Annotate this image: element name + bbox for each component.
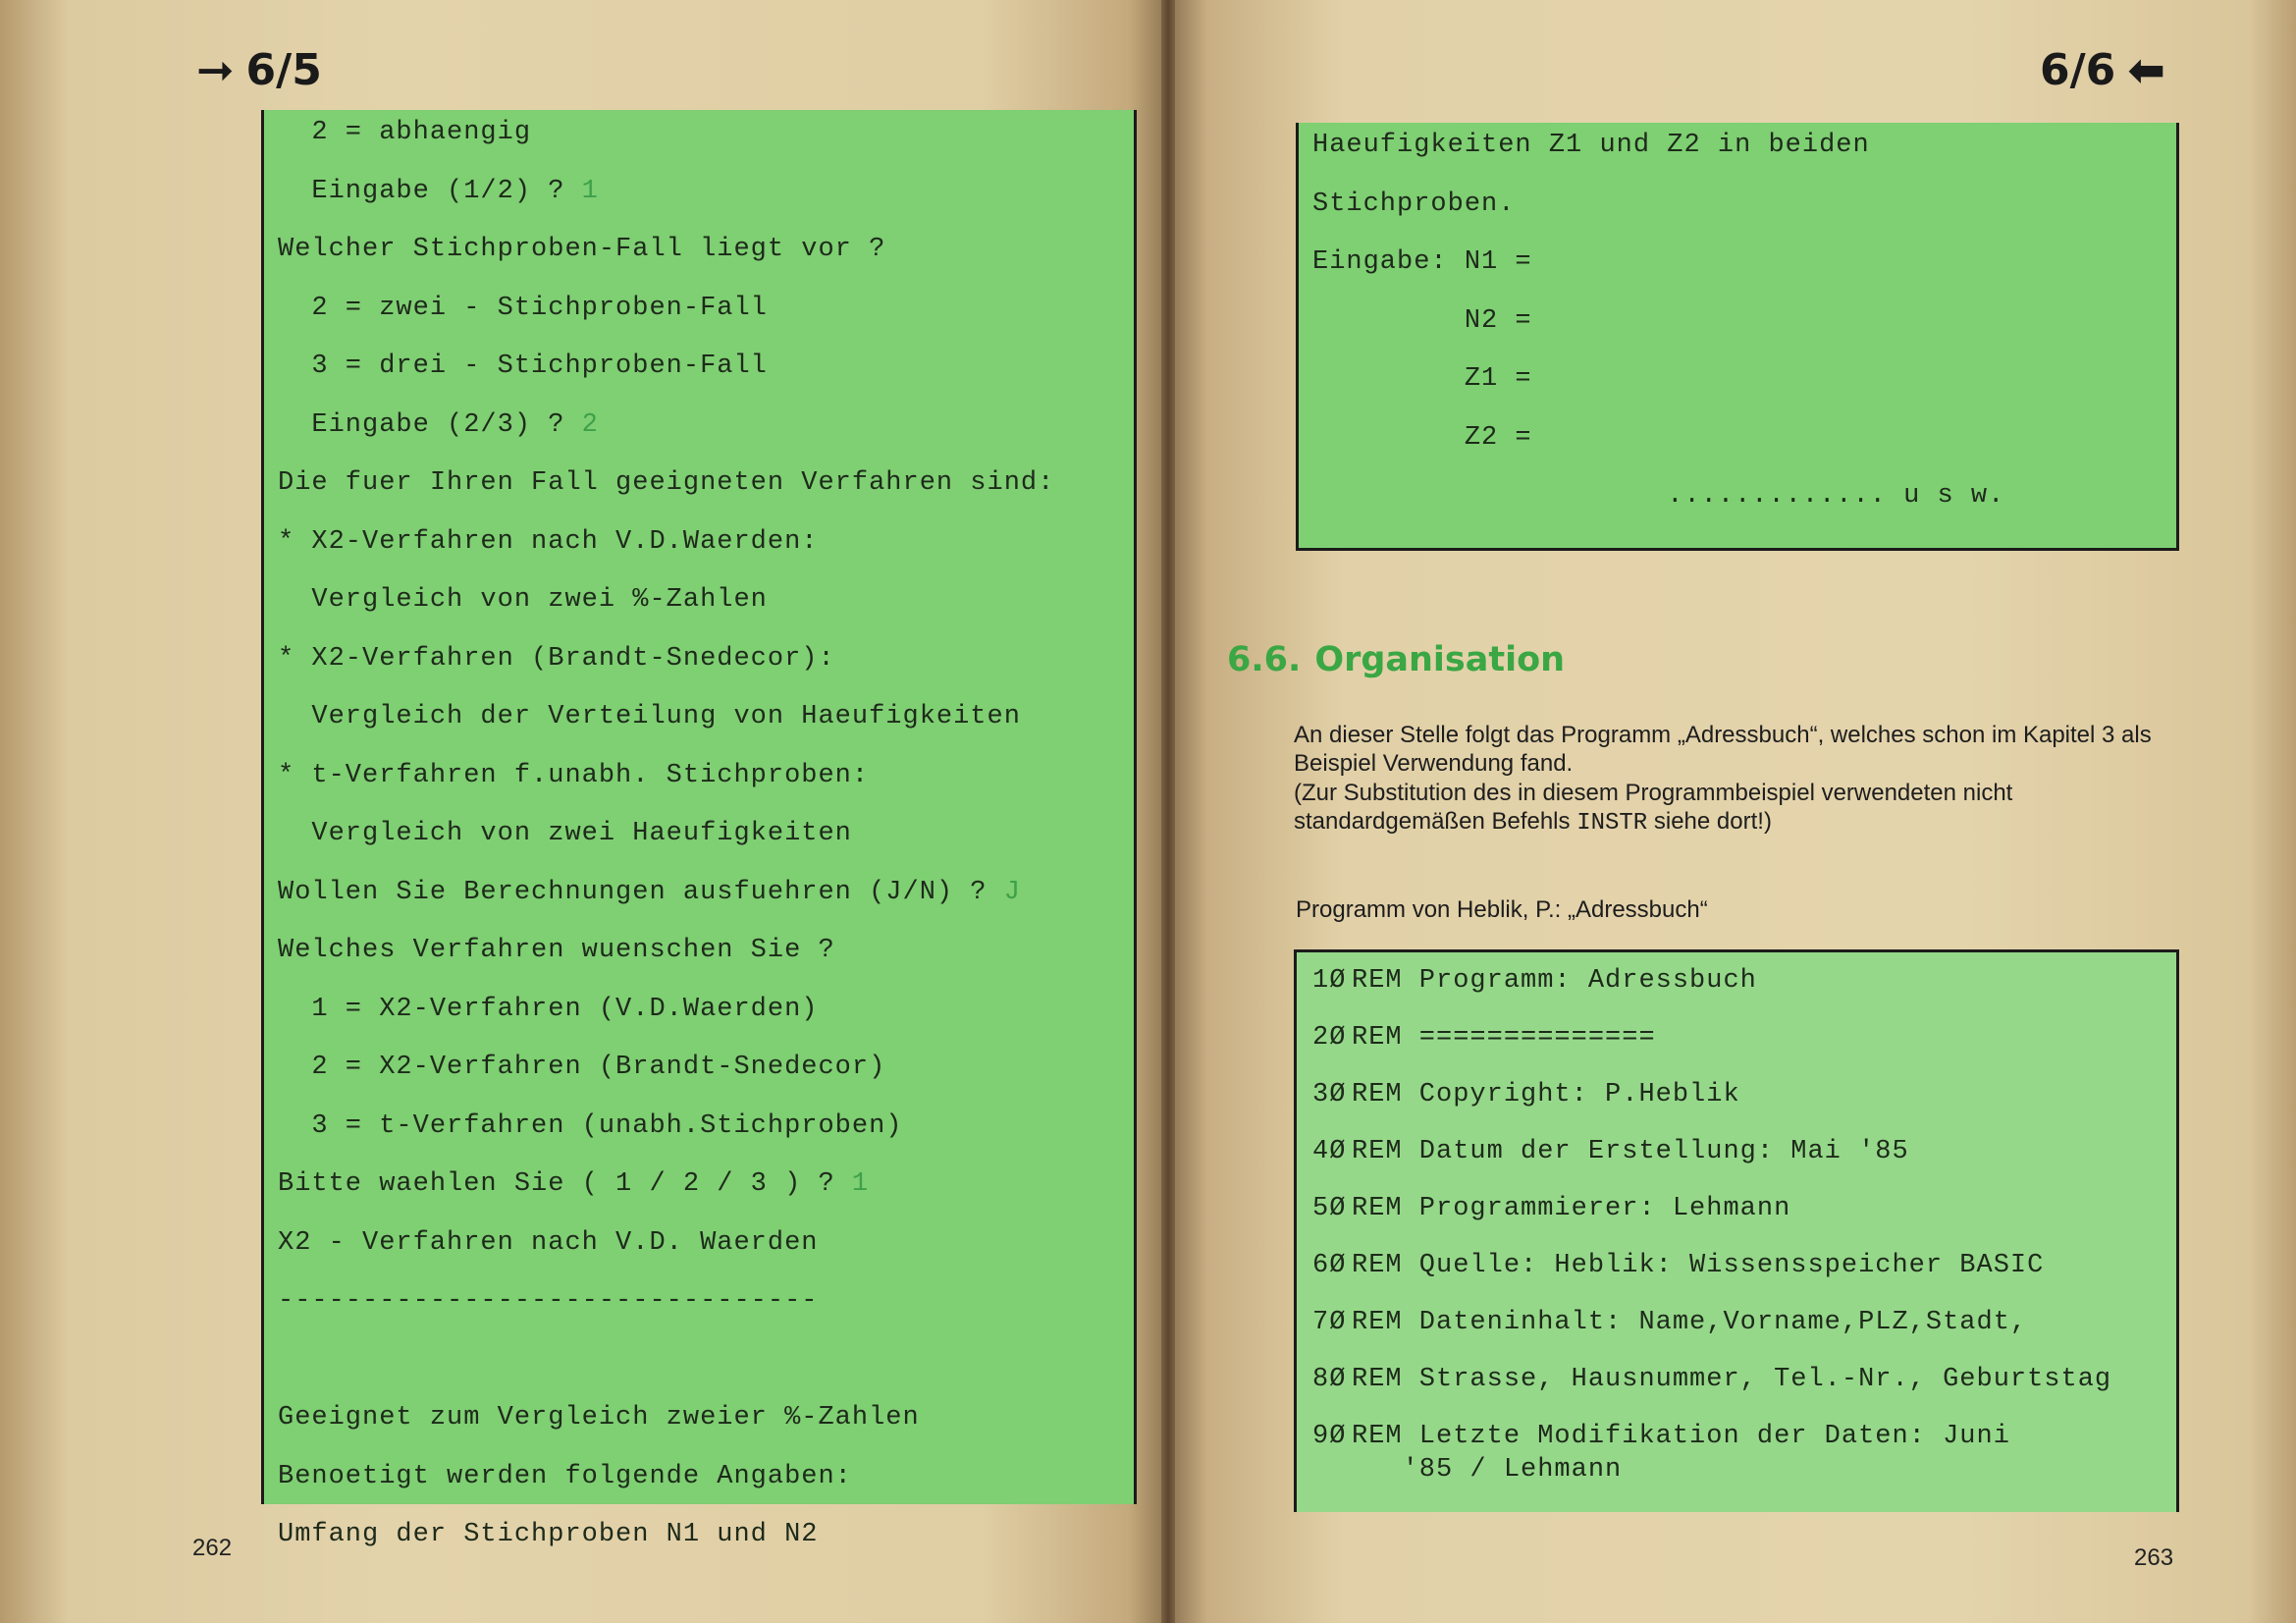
- dialog-line: [1312, 481, 2004, 511]
- program-line: [1312, 1422, 2010, 1451]
- dialog-line: [1312, 189, 1515, 219]
- section-title: Organisation: [1314, 640, 1566, 679]
- dialog-line-text: Eingabe (1/2) ?: [278, 176, 582, 206]
- dialog-line: [278, 1403, 920, 1433]
- instr-keyword: INSTR: [1576, 810, 1648, 837]
- program-line-number: 3Ø: [1312, 1080, 1347, 1109]
- dialog-line-text: * X2-Verfahren nach V.D.Waerden:: [278, 526, 819, 557]
- program-line-number: 9Ø: [1312, 1422, 1347, 1451]
- dialog-line-text: 3 = drei - Stichproben-Fall: [278, 352, 768, 381]
- program-line-number: 6Ø: [1312, 1251, 1347, 1280]
- dialog-line: [278, 294, 768, 323]
- program-line-number: 8Ø: [1312, 1365, 1347, 1394]
- dialog-line-text: Vergleich der Verteilung von Haeufigkeiten: [278, 702, 1021, 731]
- program-line: [1312, 966, 1757, 996]
- dialog-line: [1312, 423, 1532, 453]
- dialog-line-text: Benoetigt werden folgende Angaben:: [278, 1461, 852, 1491]
- intro-paragraph: An dieser Stelle folgt das Programm „Adressbuch“, welches schon im Kapitel 3 als Beispiel Verwendung fand.: [1294, 722, 2152, 777]
- left-page-marker: [196, 43, 322, 96]
- program-line-number: 7Ø: [1312, 1308, 1347, 1337]
- program-line: [1312, 1080, 1740, 1109]
- left-page-number: 262: [192, 1535, 233, 1561]
- dialog-line-text: Welcher Stichproben-Fall liegt vor ?: [278, 235, 886, 264]
- dialog-line-text: Die fuer Ihren Fall geeigneten Verfahren sind:: [278, 468, 1055, 498]
- dialog-line: [278, 1228, 818, 1258]
- program-line-number: 1Ø: [1312, 966, 1347, 996]
- dialog-line-text: ............. u s w.: [1312, 481, 2005, 511]
- dialog-line: [278, 118, 531, 147]
- right-page-marker: [2040, 43, 2165, 96]
- dialog-line: [278, 819, 852, 848]
- dialog-line-text: 2 = abhaengig: [278, 118, 532, 147]
- left-arrow-icon: ⬅: [2127, 43, 2165, 96]
- dialog-line-text: Z1 =: [1312, 364, 1532, 394]
- dialog-line-text: Welches Verfahren wuenschen Sie ?: [278, 936, 835, 965]
- dialog-line-text: Wollen Sie Berechnungen ausfuehren (J/N) ?: [278, 877, 1004, 907]
- program-caption: Programm von Heblik, P.: „Adressbuch“: [1296, 896, 1708, 923]
- right-dialog-box: [1296, 123, 2179, 551]
- dialog-line-text: 1 = X2-Verfahren (V.D.Waerden): [278, 994, 819, 1024]
- program-line-number: 5Ø: [1312, 1194, 1347, 1223]
- dialog-answer: 1: [581, 176, 599, 206]
- dialog-line-text: 2 = zwei - Stichproben-Fall: [278, 293, 768, 323]
- dialog-line: [278, 352, 768, 381]
- substitution-note: [1294, 779, 2177, 838]
- dialog-line: [1312, 131, 1870, 160]
- dialog-line-text: Bitte waehlen Sie ( 1 / 2 / 3 ) ?: [278, 1169, 852, 1199]
- dialog-line-text: Vergleich von zwei Haeufigkeiten: [278, 819, 852, 848]
- dialog-line: [278, 936, 835, 965]
- dialog-line: [278, 177, 599, 206]
- dialog-line: [278, 702, 1021, 731]
- substitution-note-end: siehe dort!): [1647, 808, 1772, 835]
- program-line: [1312, 1308, 2027, 1337]
- right-arrow-icon: ➞: [196, 43, 235, 96]
- section-number: 6.6.: [1227, 640, 1302, 679]
- dialog-line: [278, 468, 1054, 498]
- dialog-line: [278, 995, 818, 1024]
- program-line-code: REM Letzte Modifikation der Daten: Juni: [1352, 1422, 2010, 1451]
- section-heading: [1227, 640, 1565, 679]
- left-page-marker-label: 6/5: [245, 44, 322, 95]
- dialog-line-text: Vergleich von zwei %-Zahlen: [278, 585, 768, 615]
- program-line-code: '85 / Lehmann: [1352, 1455, 1623, 1485]
- dialog-line: [278, 644, 835, 674]
- dialog-line: [278, 410, 599, 440]
- program-line: [1312, 1194, 1790, 1223]
- program-listing-box: [1294, 949, 2179, 1512]
- dialog-line: [278, 1462, 852, 1491]
- program-line-code: REM Quelle: Heblik: Wissensspeicher BASIC: [1352, 1251, 2045, 1280]
- dialog-line-text: Haeufigkeiten Z1 und Z2 in beiden: [1312, 131, 1870, 160]
- dialog-line: [278, 1111, 903, 1141]
- dialog-line: [278, 527, 818, 557]
- left-dialog-box: [261, 110, 1137, 1549]
- program-line-code: REM Strasse, Hausnummer, Tel.-Nr., Geburtstag: [1352, 1365, 2112, 1394]
- dialog-answer: 2: [581, 409, 599, 440]
- dialog-line: [278, 761, 869, 790]
- dialog-line: [278, 1053, 885, 1082]
- program-line-code: REM Programm: Adressbuch: [1352, 966, 1757, 996]
- program-line-code: REM Copyright: P.Heblik: [1352, 1080, 1740, 1109]
- dialog-line: [278, 585, 768, 615]
- dialog-line: [1312, 364, 1532, 394]
- program-line-code: REM Programmierer: Lehmann: [1352, 1194, 1791, 1223]
- dialog-line-text: 2 = X2-Verfahren (Brandt-Snedecor): [278, 1053, 886, 1082]
- program-line-number: 4Ø: [1312, 1137, 1347, 1166]
- dialog-line: [278, 235, 885, 264]
- dialog-line-text: * X2-Verfahren (Brandt-Snedecor):: [278, 643, 835, 674]
- program-line-code: REM ==============: [1352, 1023, 1656, 1053]
- dialog-line-text: N2 =: [1312, 305, 1532, 336]
- dialog-line-text: 3 = t-Verfahren (unabh.Stichproben): [278, 1110, 903, 1141]
- dialog-line: [278, 1169, 869, 1199]
- dialog-line: [278, 878, 1021, 907]
- dialog-line-text: Umfang der Stichproben N1 und N2: [278, 1520, 819, 1549]
- dialog-line-text: Z2 =: [1312, 422, 1532, 453]
- dialog-answer: 1: [851, 1169, 870, 1199]
- dialog-line-text: Geeignet zum Vergleich zweier %-Zahlen: [278, 1403, 920, 1433]
- dialog-line: [1312, 306, 1532, 336]
- dialog-line-text: X2 - Verfahren nach V.D. Waerden: [278, 1227, 819, 1258]
- substitution-note-text: (Zur Substitution des in diesem Programmbeispiel verwendeten nicht standardgemäßen Befehls: [1294, 780, 2013, 835]
- book-spine: [1161, 0, 1175, 1623]
- dialog-line: [278, 1520, 818, 1549]
- dialog-answer: J: [1003, 877, 1021, 907]
- program-line-code: REM Dateninhalt: Name,Vorname,PLZ,Stadt,: [1352, 1308, 2028, 1337]
- dialog-line-text: * t-Verfahren f.unabh. Stichproben:: [278, 760, 870, 790]
- dialog-line-text: Eingabe: N1 =: [1312, 247, 1532, 277]
- dialog-line-text: --------------------------------: [278, 1286, 819, 1316]
- program-line: [1312, 1137, 1909, 1166]
- program-line: [1312, 1023, 1656, 1053]
- program-line-code: REM Datum der Erstellung: Mai '85: [1352, 1137, 1909, 1166]
- dialog-line: [1312, 247, 1532, 277]
- program-line-number: 2Ø: [1312, 1023, 1347, 1053]
- program-line: [1312, 1455, 1622, 1485]
- program-line: [1312, 1365, 2111, 1394]
- right-page-marker-label: 6/6: [2040, 44, 2116, 95]
- dialog-line: [278, 1286, 818, 1316]
- right-page-number: 263: [2134, 1544, 2174, 1571]
- dialog-line-text: Stichproben.: [1312, 189, 1516, 219]
- dialog-line-text: Eingabe (2/3) ?: [278, 409, 582, 440]
- program-line: [1312, 1251, 2044, 1280]
